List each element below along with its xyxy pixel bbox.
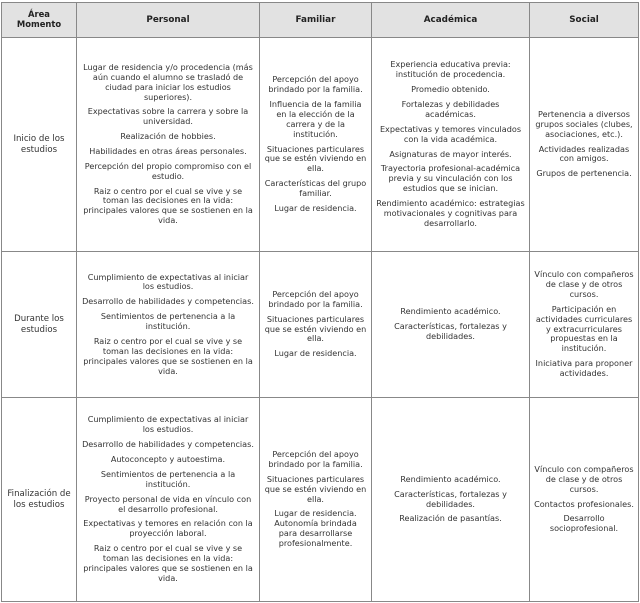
cell-item: Promedio obtenido.: [411, 84, 490, 95]
cell-item: Percepción del apoyo brindado por la familia.: [268, 449, 363, 469]
cell-item: Autoconcepto y autoestima.: [110, 454, 226, 465]
column-header-academica: Académica: [372, 3, 530, 38]
table-row: [2, 252, 639, 398]
column-header-social: Social: [530, 3, 639, 38]
table-row: [2, 38, 639, 252]
cell-item: Actividades realizadas con amigos.: [538, 143, 630, 164]
areas-by-moment-table: [1, 2, 639, 602]
cell-social: [530, 252, 639, 398]
cell-item: Rendimiento académico: estrategias motivacionales y cognitivas para desarrollarlo.: [376, 197, 525, 228]
cell-familiar: [260, 38, 372, 252]
cell-item: Raiz o centro por el cual se vive y se toman las decisiones en la vida: principales valores que se sostienen en la vida.: [83, 335, 253, 376]
cell-academica: [372, 398, 530, 602]
cell-item: Percepción del apoyo brindado por la familia.: [268, 74, 363, 95]
cell-item: Percepción del apoyo brindado por la familia.: [268, 288, 363, 309]
cell-item: Desarrollo de habilidades y competencias.: [82, 439, 254, 450]
cell-item: Sentimientos de pertenencia a la institución.: [100, 468, 236, 489]
cell-item: Habilidades en otras áreas personales.: [89, 146, 247, 156]
cell-item: Cumplimiento de expectativas al iniciar los estudios.: [87, 414, 249, 435]
cell-item: Características, fortalezas y debilidades.: [394, 321, 507, 341]
cell-item: Contactos profesionales.: [534, 498, 634, 509]
cell-item: Vínculo con compañeros de clase y de otros cursos.: [534, 269, 634, 299]
cell-personal: [77, 252, 260, 398]
cell-item: Desarrollo de habilidades y competencias.: [82, 296, 254, 307]
cell-item: Lugar de residencia.: [274, 348, 357, 359]
cell-item: Cumplimiento de expectativas al iniciar los estudios.: [87, 271, 249, 292]
cell-personal: [77, 38, 260, 252]
cell-item: Grupos de pertenencia.: [536, 168, 632, 179]
cell-item: Lugar de residencia.: [274, 202, 357, 213]
cell-item: Vínculo con compañeros de clase y de otros cursos.: [534, 463, 634, 494]
cell-item: Lugar de residencia. Autonomía brindada para desarrollarse profesionalmente.: [274, 508, 357, 548]
table-row: [2, 398, 639, 602]
cell-item: Trayectoria profesional-académica previa y su vinculación con los estudios que se inician.: [380, 163, 521, 194]
cell-item: Iniciativa para proponer actividades.: [535, 358, 633, 378]
cell-item: Expectativas sobre la carrera y sobre la universidad.: [87, 106, 249, 127]
cell-item: Realización de pasantías.: [399, 513, 502, 524]
cell-item: Experiencia educativa previa: institución de procedencia.: [390, 59, 511, 80]
cell-item: Pertenencia a diversos grupos sociales (clubes, asociaciones, etc.).: [535, 108, 633, 139]
cell-familiar: [260, 252, 372, 398]
cell-academica: [372, 38, 530, 252]
cell-social: [530, 398, 639, 602]
cell-item: Situaciones particulares que se estén viviendo en ella.: [264, 473, 367, 504]
row-header-durante: Durante los estudios: [2, 252, 77, 398]
cell-academica: [372, 252, 530, 398]
cell-item: Expectativas y temores en relación con la proyección laboral.: [83, 518, 253, 539]
row-header-inicio: Inicio de los estudios: [2, 38, 77, 252]
cell-item: Asignaturas de mayor interés.: [389, 148, 512, 159]
cell-item: Situaciones particulares que se estén viviendo en ella.: [264, 143, 367, 174]
column-header-personal: Personal: [77, 3, 260, 38]
cell-familiar: [260, 398, 372, 602]
cell-item: Rendimiento académico.: [400, 473, 501, 484]
cell-item: Desarrollo socioprofesional.: [549, 513, 619, 534]
cell-item: Fortalezas y debilidades académicas.: [401, 99, 500, 119]
cell-item: Proyecto personal de vida en vínculo con el desarrollo profesional.: [84, 493, 252, 514]
cell-item: Realización de hobbies.: [120, 131, 216, 142]
row-header-finalizacion: Finalización de los estudios: [2, 398, 77, 602]
cell-item: Raiz o centro por el cual se vive y se toman las decisiones en la vida: principales valores que se sostienen en la vida.: [83, 185, 253, 226]
cell-item: Percepción del propio compromiso con el estudio.: [84, 160, 252, 181]
cell-item: Sentimientos de pertenencia a la institución.: [100, 311, 236, 332]
cell-item: Rendimiento académico.: [400, 306, 501, 317]
cell-item: Participación en actividades curriculares y extracurriculares propuestas en la institución.: [535, 303, 633, 354]
cell-item: Situaciones particulares que se estén viviendo en ella.: [264, 313, 367, 344]
cell-personal: [77, 398, 260, 602]
cell-social: [530, 38, 639, 252]
cell-item: Características del grupo familiar.: [264, 178, 367, 198]
corner-area-label: Área: [28, 9, 50, 20]
corner-moment-label: Momento: [16, 19, 62, 29]
column-header-familiar: Familiar: [260, 3, 372, 38]
cell-item: Raiz o centro por el cual se vive y se toman las decisiones en la vida: principales valores que se sostienen en la vida.: [83, 543, 253, 583]
cell-item: Lugar de residencia y/o procedencia (más aún cuando el alumno se trasladó de ciudad para iniciar los estudios superiores).: [83, 61, 253, 102]
corner-header: [2, 3, 77, 38]
cell-item: Características, fortalezas y debilidades.: [394, 488, 507, 509]
cell-item: Influencia de la familia en la elección de la carrera y de la institución.: [269, 99, 362, 139]
header-row: [2, 3, 639, 38]
cell-item: Expectativas y temores vinculados con la vida académica.: [379, 123, 522, 144]
